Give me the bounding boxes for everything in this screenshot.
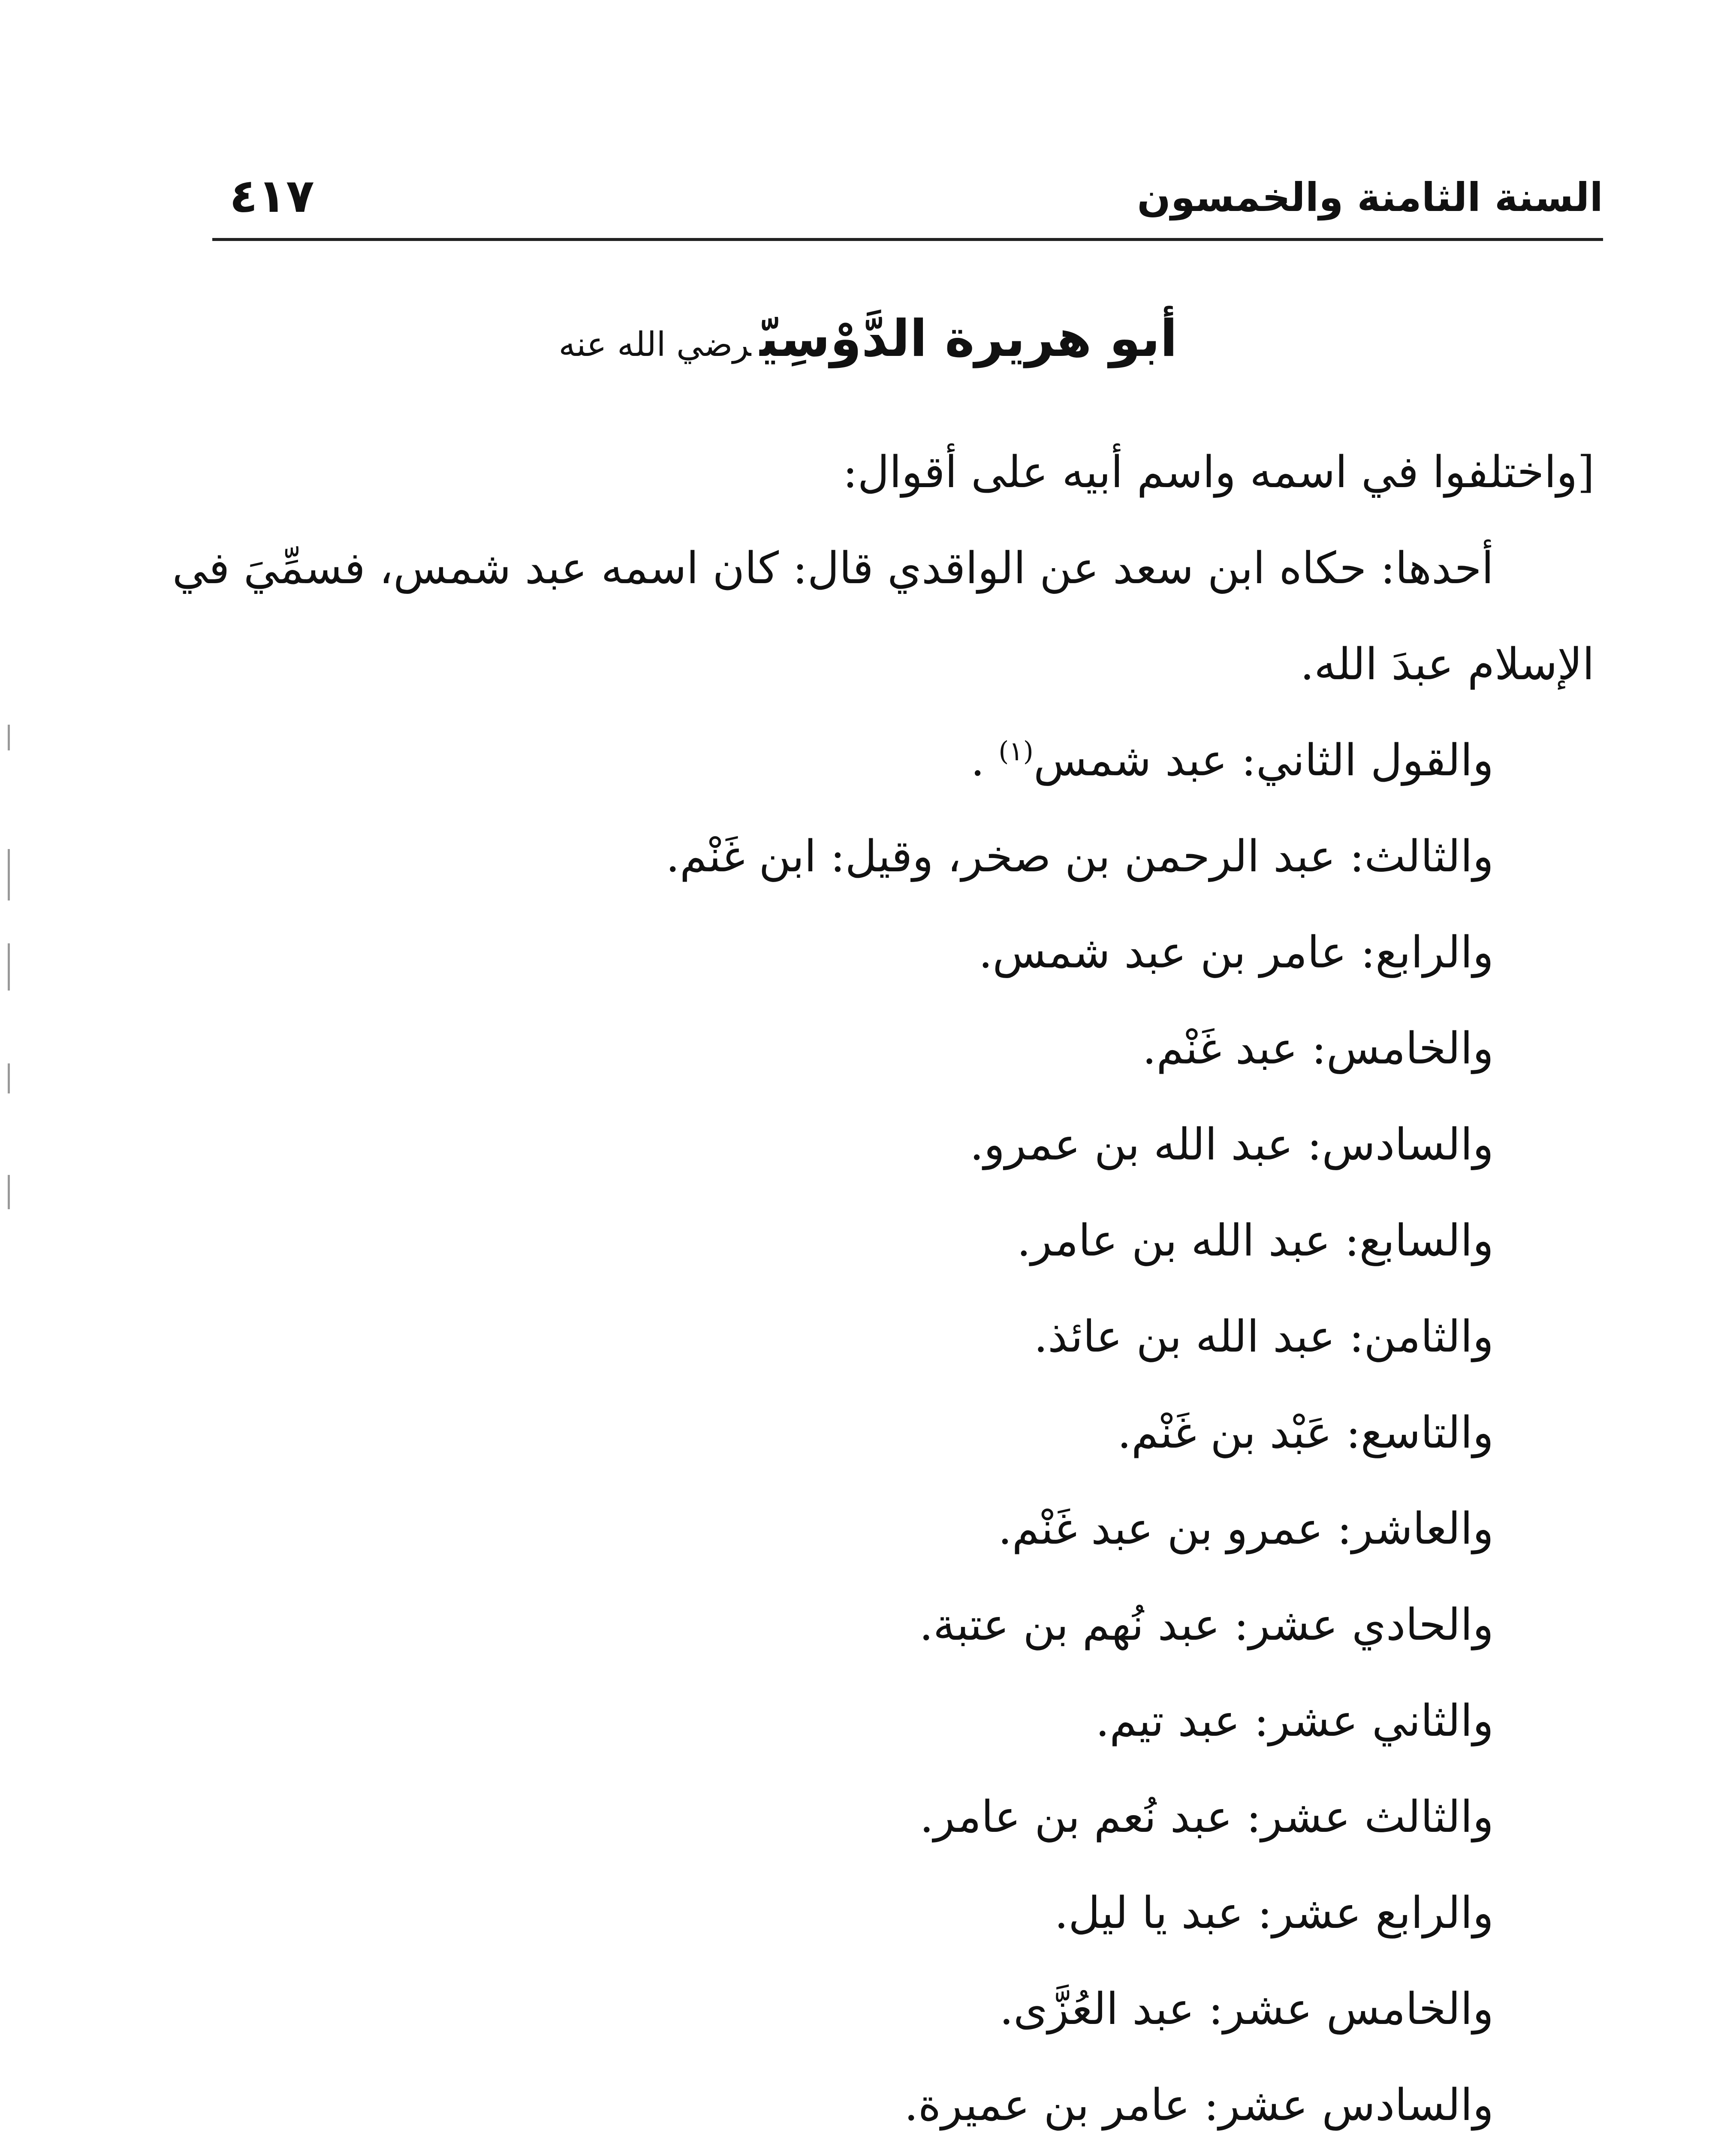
second-opinion-tail: . xyxy=(970,735,999,786)
opinion-item: والرابع: عامر بن عبد شمس. xyxy=(979,927,1494,978)
heading-title: أبو هريرة الدَّوْسِيّ xyxy=(760,309,1178,368)
scan-margin-mark xyxy=(8,1175,10,1209)
opinion-item: والسادس عشر: عامر بن عميرة. xyxy=(904,2080,1494,2131)
opinion-item: والتاسع: عَبْد بن غَنْم. xyxy=(1117,1407,1494,1458)
first-opinion-line1: أحدها: حكاه ابن سعد عن الواقدي قال: كان اسمه عبد شمس، فسمِّيَ في xyxy=(172,543,1494,594)
section-heading xyxy=(172,309,1564,368)
page-header xyxy=(212,169,1603,241)
opinion-item: والسادس: عبد الله بن عمرو. xyxy=(970,1119,1494,1170)
opinion-item: والخامس عشر: عبد العُزَّى. xyxy=(999,1984,1494,2035)
running-title: السنة الثامنة والخمسون xyxy=(1137,175,1603,220)
opinion-item: والرابع عشر: عبد يا ليل. xyxy=(1054,1888,1494,1939)
footnote-reference[interactable]: (١) xyxy=(998,735,1034,767)
second-opinion-text: والقول الثاني: عبد شمس xyxy=(1033,735,1494,786)
honorific-mark: رضي الله عنه xyxy=(558,325,751,364)
body-text xyxy=(172,425,1594,2144)
opinion-item: والسابع: عبد الله بن عامر. xyxy=(1017,1215,1494,1266)
scan-margin-mark xyxy=(8,1063,10,1093)
scan-margin-mark xyxy=(8,725,10,750)
intro-line: [واختلفوا في اسمه واسم أبيه على أقوال: xyxy=(843,447,1594,498)
opinion-item: والعاشر: عمرو بن عبد غَنْم. xyxy=(998,1503,1494,1554)
page-number: ٤١٧ xyxy=(229,169,314,223)
scan-margin-mark xyxy=(8,849,10,900)
opinion-item: والثالث عشر: عبد نُعم بن عامر. xyxy=(919,1792,1494,1843)
opinion-item: والثاني عشر: عبد تيم. xyxy=(1095,1695,1494,1747)
scan-margin-mark xyxy=(8,943,10,991)
second-opinion xyxy=(202,713,1594,809)
opinion-item: والحادي عشر: عبد نُهم بن عتبة. xyxy=(919,1599,1494,1650)
opinion-item: والخامس: عبد غَنْم. xyxy=(1142,1023,1494,1074)
opinion-item: والثامن: عبد الله بن عائذ. xyxy=(1034,1311,1494,1362)
first-opinion-line2: الإسلام عبدَ الله. xyxy=(1300,639,1594,690)
opinion-item: والثالث: عبد الرحمن بن صخر، وقيل: ابن غَنْم. xyxy=(666,831,1494,882)
